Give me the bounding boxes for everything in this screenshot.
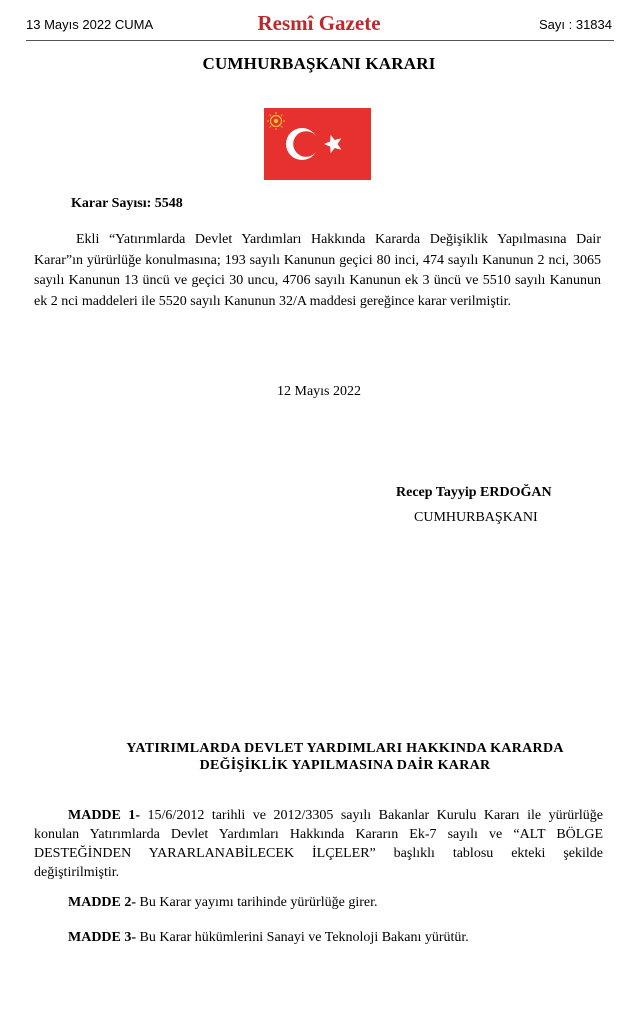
article-2-text: Bu Karar yayımı tarihinde yürürlüğe girer. (136, 895, 378, 910)
decision-title-line-2: DEĞİŞİKLİK YAPILMASINA DAİR KARAR (199, 758, 491, 773)
article-1 (34, 806, 603, 882)
article-2 (68, 895, 377, 911)
signer-name: Recep Tayyip ERDOĞAN (396, 485, 552, 500)
article-1-label: MADDE 1- (68, 808, 141, 823)
issue-number: Sayı : 31834 (539, 17, 612, 32)
decision-title (80, 740, 610, 774)
article-1-text: 15/6/2012 tarihli ve 2012/3305 sayılı Bakanlar Kurulu Kararı ile yürürlüğe konulan Yatırımlarda Devlet Yardımları Hakkında Kararın Ek-7 sayılı ve “ALT BÖLGE DESTEĞİNDEN YARARLANABİLECEK İLÇELER” başlıklı tablosu ekteki şekilde değiştirilmiştir. (34, 808, 604, 880)
gazette-title: Resmî Gazete (257, 11, 381, 35)
decision-paragraph: Ekli “Yatırımlarda Devlet Yardımları Hakkında Kararda Değişiklik Yapılmasına Dair Karar”ın yürürlüğe konulmasına; 193 sayılı Kanunun geçici 80 inci, 474 sayılı Kanunun 2 nci, 3065 sayılı Kanunun 13 üncü ve geçici 30 uncu, 4706 sayılı Kanunun ek 3 üncü ve 5510 sayılı Kanunun ek 2 nci maddeleri ile 5520 sayılı Kanunun 32/A maddesi gereğince karar verilmiştir. (34, 232, 601, 309)
article-2-label: MADDE 2- (68, 895, 137, 910)
turkish-flag-icon (264, 108, 371, 180)
header-divider (26, 40, 614, 41)
decision-date: 12 Mayıs 2022 (277, 384, 361, 399)
decision-number: Karar Sayısı: 5548 (71, 196, 183, 211)
gazette-date: 13 Mayıs 2022 CUMA (26, 17, 154, 32)
signer-title: CUMHURBAŞKANI (414, 510, 538, 525)
decision-title-line-1: YATIRIMLARDA DEVLET YARDIMLARI HAKKINDA KARARDA (126, 741, 564, 756)
article-3-text: Bu Karar hükümlerini Sanayi ve Teknoloji Bakanı yürütür. (136, 930, 469, 945)
article-3 (68, 930, 469, 946)
document-title: CUMHURBAŞKANI KARARI (202, 54, 436, 73)
article-3-label: MADDE 3- (68, 930, 137, 945)
